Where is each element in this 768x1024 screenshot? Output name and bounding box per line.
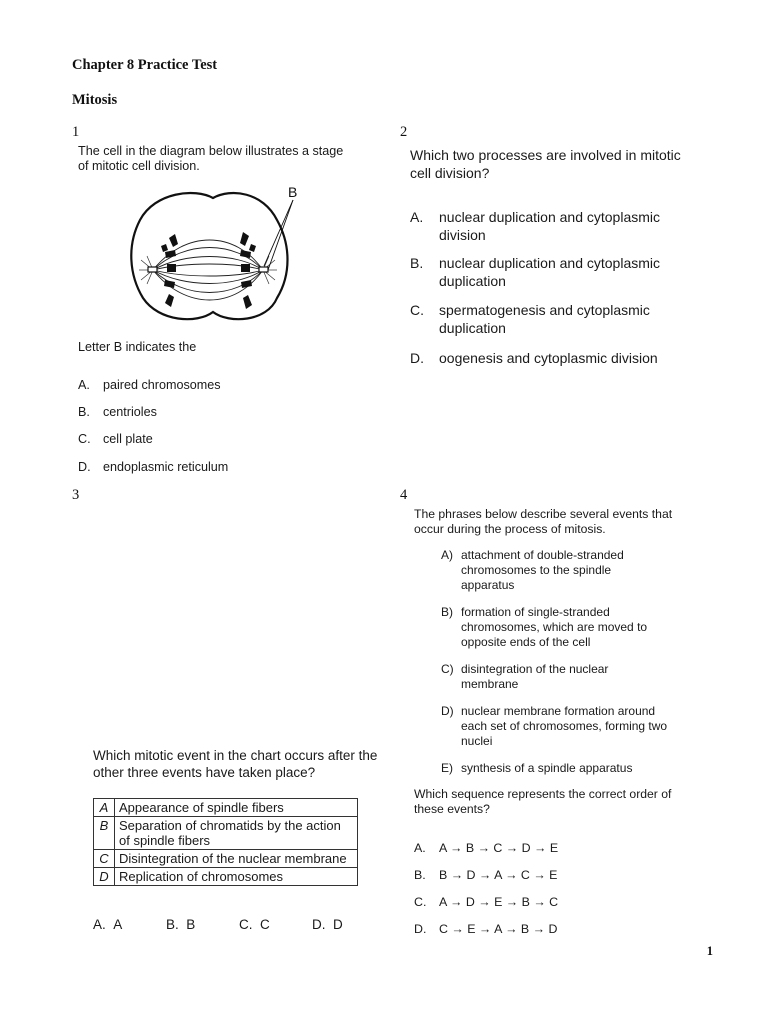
chart-key: B <box>94 817 115 850</box>
option-text: B <box>186 917 196 932</box>
q4-option-b[interactable] <box>414 868 557 882</box>
centriole-left <box>148 267 157 272</box>
option-letter: D. <box>78 460 91 474</box>
option-letter: B. <box>414 868 426 882</box>
event-text: formation of single-stranded chromosomes, which are moved to opposite ends of the cell <box>461 605 648 649</box>
event-letter: C) <box>441 662 454 676</box>
chart-event: Separation of chromatids by the action of spindle fibers <box>115 817 358 850</box>
option-text: oogenesis and cytoplasmic division <box>439 350 658 366</box>
option-letter: A. <box>93 917 106 932</box>
event-letter: A) <box>441 548 453 562</box>
chart-row <box>94 817 358 850</box>
option-text: A → B → C → D → E <box>439 841 559 855</box>
question-4-stem: The phrases below describe several events that occur during the process of mitosis. <box>414 507 673 536</box>
option-text: nuclear duplication and cytoplasmic division <box>439 209 661 243</box>
option-letter: A. <box>414 841 426 855</box>
q1-option-b[interactable] <box>78 405 157 419</box>
option-text: B → D → A → C → E <box>439 868 558 882</box>
option-text: paired chromosomes <box>103 378 221 392</box>
q1-option-a[interactable] <box>78 378 221 392</box>
q3-option-b[interactable] <box>166 917 195 932</box>
page-title: Chapter 8 Practice Test <box>72 57 218 73</box>
mitosis-cell-diagram <box>125 180 305 330</box>
option-text: cell plate <box>103 432 153 446</box>
events-chart <box>93 798 358 886</box>
q4-option-d[interactable] <box>414 922 557 936</box>
option-letter: C. <box>414 895 427 909</box>
option-letter: C. <box>410 302 424 318</box>
chart-event: Appearance of spindle fibers <box>115 799 358 817</box>
chromosomes-left <box>161 234 178 307</box>
centriole-right <box>259 267 268 272</box>
chart-event: Replication of chromosomes <box>115 868 358 886</box>
option-letter: A. <box>410 209 424 225</box>
q1-option-c[interactable] <box>78 432 153 446</box>
option-letter: D. <box>414 922 427 936</box>
option-text: centrioles <box>103 405 157 419</box>
event-text: synthesis of a spindle apparatus <box>461 761 633 775</box>
option-letter: D. <box>312 917 326 932</box>
page-number: 1 <box>706 944 713 958</box>
event-letter: D) <box>441 704 454 718</box>
event-letter: B) <box>441 605 453 619</box>
option-letter: B. <box>78 405 90 419</box>
question-1-stem: The cell in the diagram below illustrates a stage of mitotic cell division. <box>78 144 344 173</box>
q4-option-a[interactable] <box>414 841 558 855</box>
chart-row <box>94 850 358 868</box>
option-text: A <box>113 917 123 932</box>
q3-option-d[interactable] <box>312 917 343 932</box>
chart-key: A <box>94 799 115 817</box>
option-text: A → D → E → B → C <box>439 895 559 909</box>
event-text: nuclear membrane formation around each set of chromosomes, forming two nuclei <box>461 704 668 748</box>
chart-row <box>94 799 358 817</box>
option-letter: D. <box>410 350 424 366</box>
option-text: endoplasmic reticulum <box>103 460 229 474</box>
question-2-number: 2 <box>400 124 408 140</box>
q3-option-a[interactable] <box>93 917 122 932</box>
option-letter: A. <box>78 378 90 392</box>
option-letter: C. <box>239 917 253 932</box>
question-4-number: 4 <box>400 487 408 503</box>
option-text: nuclear duplication and cytoplasmic duplication <box>439 255 661 289</box>
option-letter: B. <box>166 917 179 932</box>
section-title: Mitosis <box>72 92 118 108</box>
chart-key: D <box>94 868 115 886</box>
label-b-pointer-1 <box>264 200 293 266</box>
question-1-number: 1 <box>72 124 80 140</box>
question-2-stem: Which two processes are involved in mitotic cell division? <box>410 147 681 181</box>
chromosomes-right <box>240 232 256 309</box>
question-3-number: 3 <box>72 487 80 503</box>
option-text: C → E → A → B → D <box>439 922 558 936</box>
chart-key: C <box>94 850 115 868</box>
event-letter: E) <box>441 761 453 775</box>
option-letter: B. <box>410 255 424 271</box>
chart-row <box>94 868 358 886</box>
question-3-stem: Which mitotic event in the chart occurs after the other three events have taken place? <box>93 748 378 780</box>
event-text: disintegration of the nuclear membrane <box>461 662 609 691</box>
question-1-prompt: Letter B indicates the <box>78 340 197 354</box>
q3-option-c[interactable] <box>239 917 270 932</box>
option-text: D <box>333 917 343 932</box>
question-4-prompt: Which sequence represents the correct order of these events? <box>414 787 672 816</box>
option-text: C <box>260 917 270 932</box>
q4-option-c[interactable] <box>414 895 558 909</box>
label-b: B <box>288 184 298 200</box>
event-text: attachment of double-stranded chromosomes to the spindle apparatus <box>461 548 624 592</box>
q1-option-d[interactable] <box>78 460 228 474</box>
option-text: spermatogenesis and cytoplasmic duplication <box>439 302 650 336</box>
option-letter: C. <box>78 432 91 446</box>
chart-event: Disintegration of the nuclear membrane <box>115 850 358 868</box>
